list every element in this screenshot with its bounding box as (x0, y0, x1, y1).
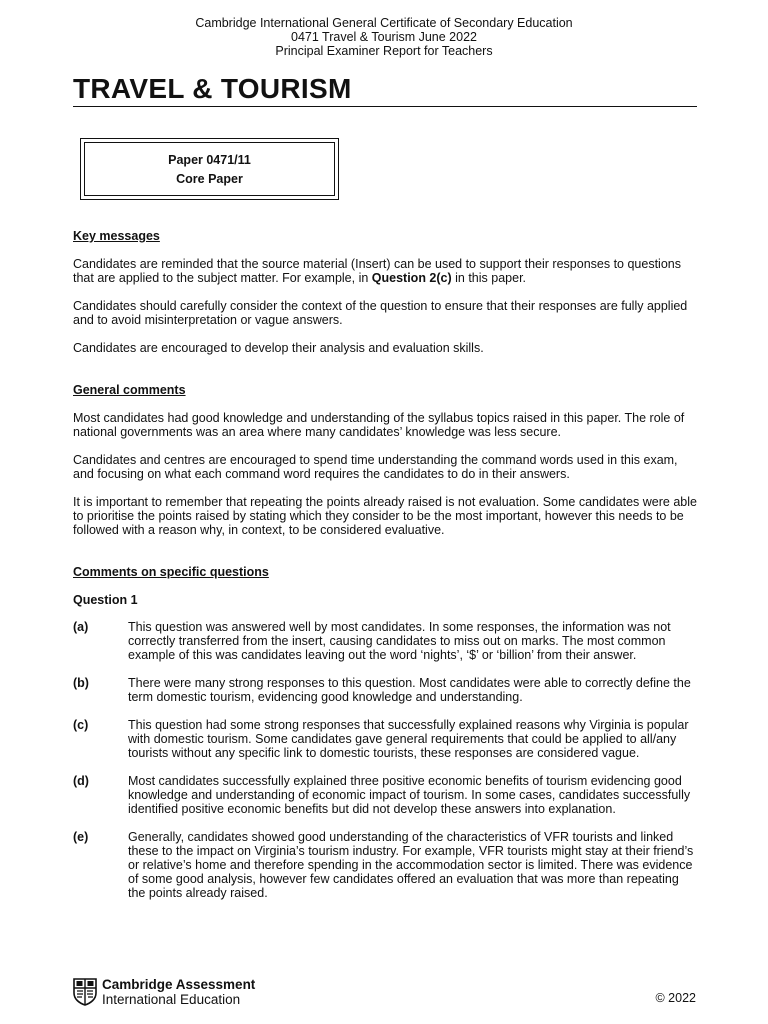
general-comments-paragraph-3: It is important to remember that repeating the points already raised is not evaluation. Some candidates were able to prioritise the points raised by stating which they consider to be the most important, however this needs to be followed with a reason why, in context, to be considered evaluative. (73, 495, 697, 537)
header-line-1: Cambridge International General Certificate of Secondary Education (195, 16, 573, 30)
key-messages-paragraph-1 (73, 257, 699, 285)
header-line-3: Principal Examiner Report for Teachers (275, 44, 493, 58)
question-item-label: (d) (73, 774, 89, 788)
general-comments-paragraph-1: Most candidates had good knowledge and understanding of the syllabus topics raised in this paper. The role of national governments was an area where many candidates’ knowledge was less secure. (73, 411, 685, 439)
question-item-text: There were many strong responses to this question. Most candidates were able to correctly define the term domestic tourism, evidencing good knowledge and understanding. (128, 676, 691, 704)
question-item-a (73, 620, 699, 662)
section-gap (73, 551, 699, 565)
key-messages-p1-text: Candidates are reminded that the source material (Insert) can be used to support their responses to questions that are applied to the subject matter. For example, in (73, 257, 681, 285)
cambridge-shield-icon (73, 978, 97, 1006)
question-item-text: This question was answered well by most candidates. In some responses, the information was not correctly transferred from the insert, causing candidates to miss out on marks. The most common example of this was candidates leaving out the word ‘nights’, ‘$’ or ‘billion’ from their answer. (128, 620, 671, 662)
logo-text (102, 977, 255, 1007)
paper-code: Paper 0471/11 (168, 153, 251, 167)
logo-line-2: International Education (102, 992, 241, 1007)
report-body (73, 229, 699, 914)
question-item-label: (a) (73, 620, 89, 634)
question-item-b (73, 676, 699, 704)
report-header (0, 16, 768, 58)
page-title: TRAVEL & TOURISM (73, 73, 352, 104)
question-item-label: (e) (73, 830, 89, 844)
key-messages-paragraph-3: Candidates are encouraged to develop their analysis and evaluation skills. (73, 341, 484, 355)
question-item-d (73, 774, 699, 816)
header-line-2: 0471 Travel & Tourism June 2022 (291, 30, 477, 44)
question-item-text: Most candidates successfully explained three positive economic benefits of tourism evidencing good knowledge and understanding of economic impact of tourism. In some cases, candidates successfully identified positive economic benefits but did not develop these answers into explanation. (128, 774, 691, 816)
paper-box-inner (84, 142, 335, 196)
question-1-title: Question 1 (73, 593, 138, 607)
title-rule (73, 106, 697, 107)
copyright: © 2022 (655, 991, 696, 1005)
question-item-c (73, 718, 699, 760)
general-comments-heading: General comments (73, 383, 186, 397)
paper-name: Core Paper (176, 172, 243, 186)
question-item-e (73, 830, 699, 900)
question-item-label: (c) (73, 718, 89, 732)
key-messages-p1-end: in this paper. (451, 271, 527, 285)
question-item-text: This question had some strong responses that successfully explained reasons why Virginia is popular with domestic tourism. Some candidates gave general requirements that could be applied to all/any tourists without any specific link to domestic tourists, these responses are considered vague. (128, 718, 689, 760)
key-messages-heading: Key messages (73, 229, 160, 243)
key-messages-paragraph-2: Candidates should carefully consider the context of the question to ensure that their responses are fully applied and to avoid misinterpretation or vague answers. (73, 299, 688, 327)
paper-box (80, 138, 339, 200)
question-item-text: Generally, candidates showed good understanding of the characteristics of VFR tourists and linked these to the impact on Virginia’s tourism industry. For example, VFR tourists might stay at their friend’s or relative’s home and therefore spending in the accommodation sector is limited. There was evidence of some good analysis, however few candidates offered an evaluation that was more than repeating the points already raised. (128, 830, 694, 900)
section-gap (73, 369, 699, 383)
key-messages-p1-bold: Question 2(c) (371, 271, 452, 285)
logo-line-1: Cambridge Assessment (102, 977, 256, 992)
question-item-label: (b) (73, 676, 89, 690)
specific-questions-heading: Comments on specific questions (73, 565, 269, 579)
cambridge-logo (73, 977, 255, 1007)
general-comments-paragraph-2: Candidates and centres are encouraged to spend time understanding the command words used in this exam, and focusing on what each command word requires the candidates to do in their answers. (73, 453, 678, 481)
